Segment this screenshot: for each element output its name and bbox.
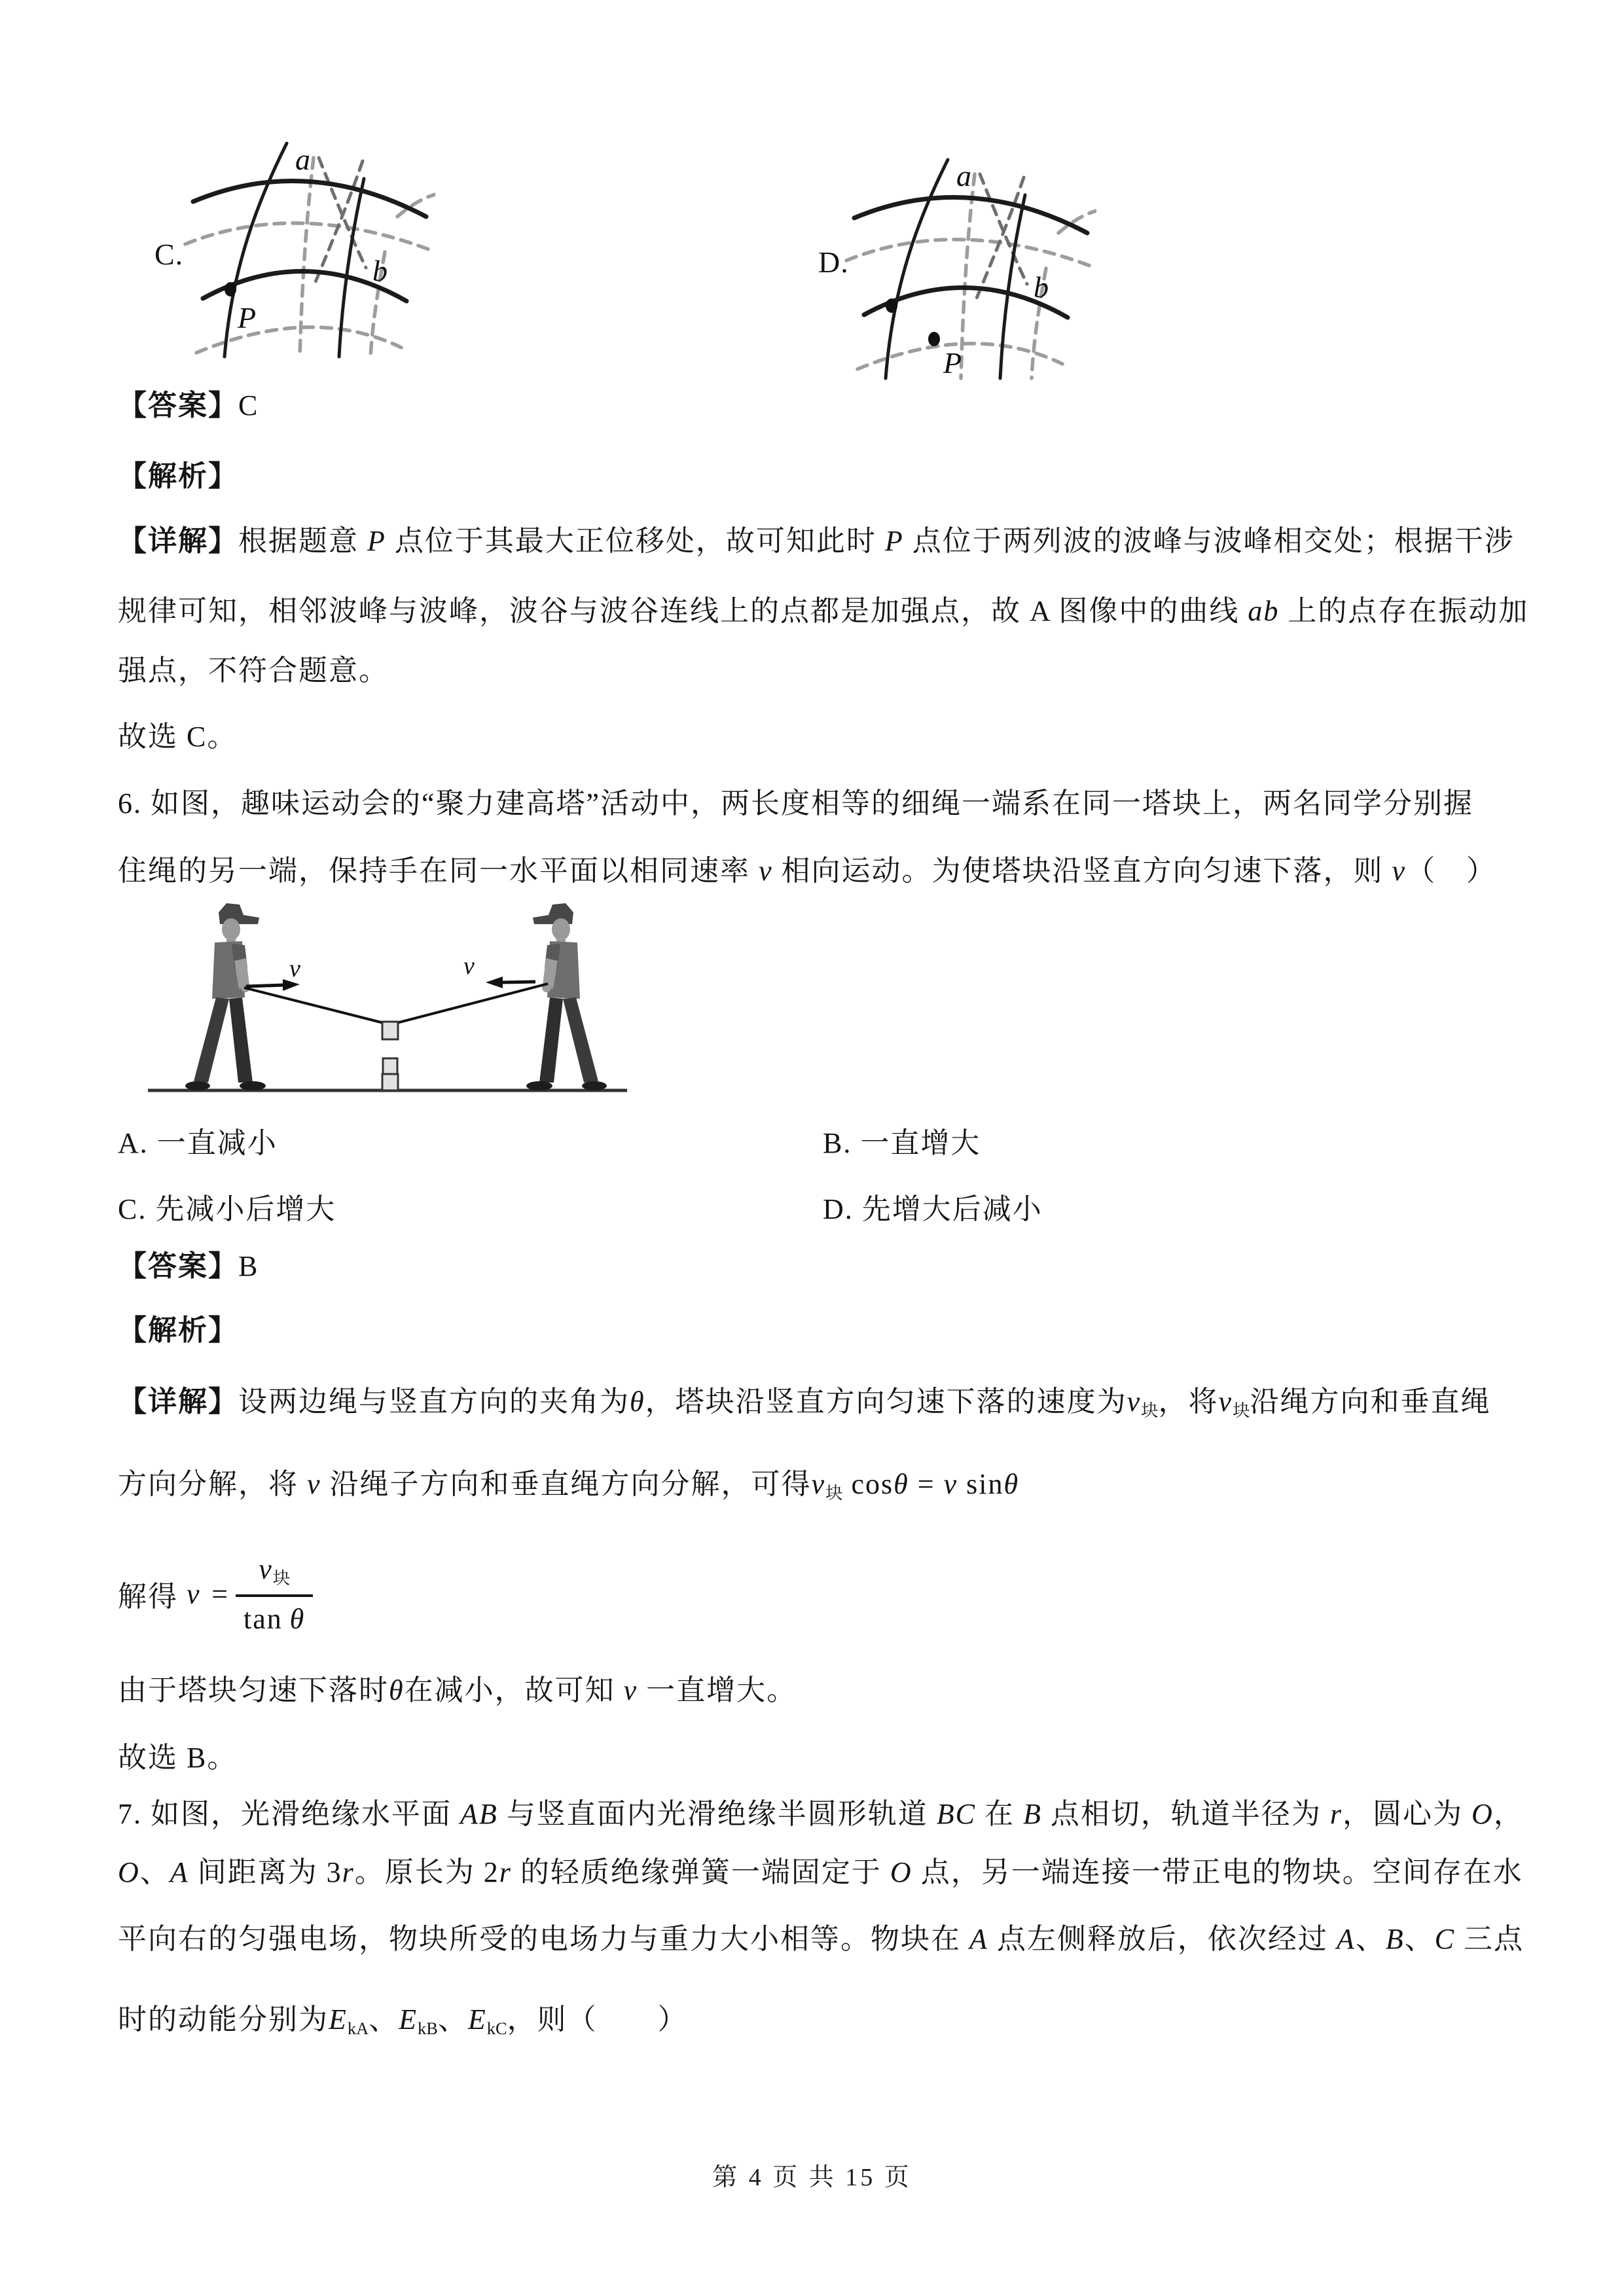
q6-analysis-label: 【解析】 — [118, 1314, 238, 1346]
option-c: C. 先减小后增大 — [118, 1193, 336, 1225]
formula-lead: 解得 — [118, 1581, 178, 1613]
wavefronts-solid — [854, 160, 1087, 378]
left-speed-label: v — [289, 955, 300, 982]
q6-answer-line — [118, 1248, 259, 1284]
q7-stem-line-1: 7. 如图，光滑绝缘水平面 AB 与竖直面内光滑绝缘半圆形轨道 BC 在 B 点相切，轨道半径为 r，圆心为 O， — [118, 1798, 1524, 1830]
q6-stem-line-2: 住绳的另一端，保持手在同一水平面以相同速率 v 相向运动。为使塔块沿竖直方向匀速下落，则 v（ ） — [118, 855, 1497, 887]
fraction-denominator: tan θ — [236, 1594, 313, 1636]
point-p-dot — [928, 332, 940, 346]
q6-stem-line-1: 6. 如图，趣味运动会的“聚力建高塔”活动中，两长度相等的细绳一端系在同一塔块上，两名同学分别握 — [118, 787, 1474, 819]
wave-interference-figure-d — [828, 156, 1096, 382]
q7-stem-line-2: O、A 间距离为 3r。原长为 2r 的轻质绝缘弹簧一端固定于 O 点，另一端连接一带正电的物块。空间存在水 — [118, 1856, 1523, 1888]
curve-b-label: b — [1034, 270, 1049, 304]
equals-sign: = — [211, 1577, 230, 1610]
option-b: B. 一直增大 — [823, 1127, 981, 1159]
fraction — [236, 1552, 313, 1636]
q6-detail-line-2: 方向分解，将 v 沿绳子方向和垂直绳方向分解，可得v块 cosθ = v sinθ — [118, 1468, 1020, 1503]
q6-solution-formula — [118, 1552, 313, 1636]
hanging-block — [382, 1022, 398, 1039]
answer-value: C — [238, 389, 259, 422]
ropes — [244, 984, 548, 1023]
q5-analysis-label: 【解析】 — [118, 460, 238, 492]
q6-conclusion: 故选 B。 — [118, 1742, 238, 1774]
left-person-figure — [185, 903, 266, 1090]
page-footer: 第 4 页 共 15 页 — [712, 2164, 912, 2191]
figure-d-letter: D. — [818, 245, 849, 279]
q6-detail-line-1: 【详解】设两边绳与竖直方向的夹角为θ，塔块沿竖直方向匀速下落的速度为v块，将v块沿绳方向和垂直绳 — [118, 1386, 1491, 1420]
point-p-label: P — [943, 346, 962, 380]
figure-c-letter: C. — [154, 238, 184, 271]
wave-interference-figure-c — [167, 139, 435, 359]
answer-label: 【答案】 — [118, 1250, 238, 1282]
curve-a-label: a — [956, 159, 971, 192]
rope-tower-figure — [131, 898, 661, 1096]
right-speed-label: v — [463, 952, 475, 980]
point-p-dot — [225, 282, 236, 296]
q7-stem-line-3: 平向右的匀强电场，物块所受的电场力与重力大小相等。物块在 A 点左侧释放后，依次经过 A、B、C 三点 — [118, 1923, 1525, 1955]
answer-value: B — [238, 1250, 259, 1282]
formula-lhs: v — [187, 1577, 201, 1610]
q5-detail-line-1: 【详解】根据题意 P 点位于其最大正位移处，故可知此时 P 点位于两列波的波峰与波峰相交处；根据干涉 — [118, 525, 1515, 557]
curve-b-label: b — [372, 254, 388, 287]
point-p-label: P — [238, 301, 257, 334]
q5-answer-line — [118, 387, 259, 423]
wavefronts-dashed — [185, 158, 435, 357]
answer-label: 【答案】 — [118, 389, 238, 422]
wavefronts-dashed — [846, 174, 1096, 378]
crossing-dot — [886, 298, 897, 313]
q5-detail-line-3: 强点，不符合题意。 — [118, 655, 389, 687]
fraction-numerator: v块 — [259, 1553, 291, 1588]
right-speed-arrow — [486, 977, 535, 988]
right-person-figure — [526, 903, 607, 1090]
option-d: D. 先增大后减小 — [823, 1193, 1043, 1225]
q6-detail-line-3: 由于塔块匀速下落时θ在减小，故可知 v 一直增大。 — [118, 1674, 797, 1706]
block-stack — [382, 1058, 398, 1090]
q5-detail-line-2: 规律可知，相邻波峰与波峰，波谷与波谷连线上的点都是加强点，故 A 图像中的曲线 ab 上的点存在振动加 — [118, 595, 1529, 627]
q7-stem-line-4: 时的动能分别为EkA、EkB、EkC，则（ ） — [118, 2003, 688, 2038]
option-a: A. 一直减小 — [118, 1127, 278, 1159]
curve-a-label: a — [295, 143, 310, 176]
q5-conclusion: 故选 C。 — [118, 721, 238, 753]
